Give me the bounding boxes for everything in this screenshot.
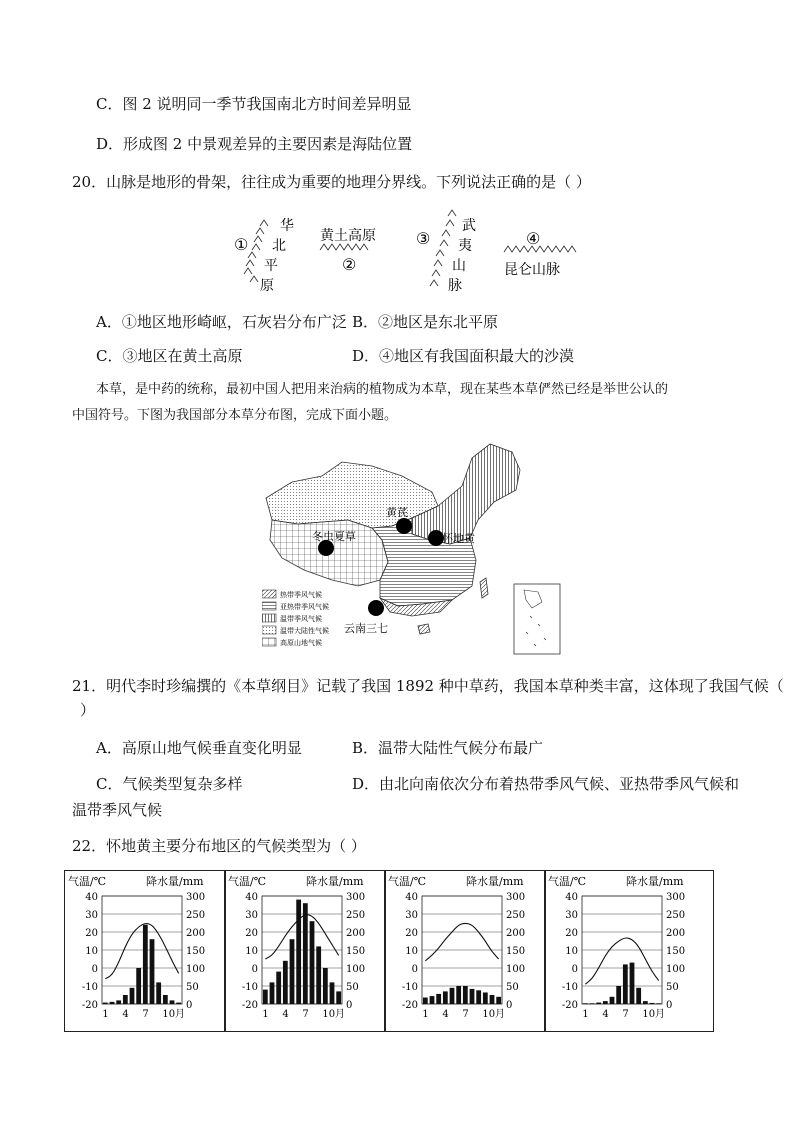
- climate-3-temp-tick: 0: [571, 964, 578, 975]
- climate-0-month-tick: 4: [122, 1009, 129, 1020]
- fig-num-1: ①: [234, 235, 249, 254]
- climate-2-precip-bar: [470, 989, 475, 1004]
- climate-0-precip-bar: [123, 995, 128, 1004]
- climate-0-precip-tick: 200: [186, 928, 206, 939]
- climate-3-precip-tick: 250: [666, 910, 686, 921]
- climate-2-temp-axis-title: 气温/℃: [388, 875, 427, 888]
- climate-3-precip-bar: [623, 964, 628, 1004]
- climate-0-precip-bar: [116, 1000, 121, 1004]
- herb-dot-sanqi: [368, 600, 384, 616]
- climate-2-precip-axis-title: 降水量/mm: [466, 875, 524, 888]
- climate-chart-b: [226, 872, 382, 1030]
- climate-1-precip-tick: 100: [346, 964, 366, 975]
- fig-num-2: ②: [342, 255, 357, 274]
- climate-2-precip-tick: 150: [506, 946, 526, 957]
- legend-item-4: 温带大陆性气候: [280, 627, 329, 635]
- climate-0-precip-bar: [136, 968, 141, 1004]
- climate-chart-d: [546, 872, 702, 1030]
- fig4-label: 昆仑山脉: [504, 262, 560, 278]
- climate-1-precip-bar: [310, 921, 315, 1004]
- q20-option-b: B．②地区是东北平原: [352, 313, 499, 331]
- climate-0-temp-tick: 20: [85, 928, 98, 939]
- climate-3-month-tick: 4: [602, 1009, 609, 1020]
- climate-3-precip-bar: [650, 1003, 655, 1004]
- climate-1-precip-bar: [303, 903, 308, 1004]
- climate-3-precip-bar: [583, 1003, 588, 1004]
- q20-option-c: C．③地区在黄土高原: [96, 347, 243, 365]
- climate-2-temp-curve: [425, 923, 498, 960]
- climate-0-month-tick: 10月: [162, 1009, 186, 1020]
- climate-1-precip-bar: [290, 939, 295, 1004]
- climate-1-precip-tick: 50: [346, 982, 359, 993]
- climate-0-precip-bar: [130, 988, 135, 1004]
- climate-1-precip-tick: 200: [346, 928, 366, 939]
- climate-2-precip-tick: 100: [506, 964, 526, 975]
- climate-0-temp-tick: -10: [81, 982, 98, 993]
- q20-option-a: A．①地区地形崎岖，石灰岩分布广泛: [96, 313, 347, 331]
- climate-3-temp-tick: 40: [565, 892, 578, 903]
- climate-0-temp-tick: 30: [85, 910, 98, 921]
- climate-1-precip-axis-title: 降水量/mm: [306, 875, 364, 888]
- climate-3-precip-bar: [610, 997, 615, 1004]
- fig2-label: 黄土高原: [320, 228, 376, 244]
- climate-2-month-tick: 7: [462, 1009, 469, 1020]
- climate-1-precip-bar: [283, 961, 288, 1004]
- climate-1-temp-tick: 40: [245, 892, 258, 903]
- climate-3-precip-tick: 0: [666, 1000, 673, 1011]
- climate-2-precip-bar: [483, 992, 488, 1004]
- climate-2-temp-tick: -20: [401, 1000, 418, 1011]
- climate-3-month-tick: 1: [582, 1009, 589, 1020]
- climate-1-temp-tick: 30: [245, 910, 258, 921]
- climate-0-temp-tick: 0: [91, 964, 98, 975]
- climate-2-month-tick: 10月: [482, 1009, 506, 1020]
- climate-3-temp-tick: 30: [565, 910, 578, 921]
- climate-3-temp-tick: -10: [561, 982, 578, 993]
- climate-2-precip-tick: 200: [506, 928, 526, 939]
- climate-2-precip-bar: [496, 997, 501, 1004]
- q22-stem: 22．怀地黄主要分布地区的气候类型为（ ）: [72, 837, 366, 855]
- climate-2-temp-tick: 30: [405, 910, 418, 921]
- region-taiwan: [480, 578, 488, 598]
- climate-3-precip-bar: [590, 1003, 595, 1004]
- climate-1-precip-bar: [323, 968, 328, 1004]
- climate-2-temp-tick: 40: [405, 892, 418, 903]
- climate-2-precip-tick: 0: [506, 1000, 513, 1011]
- climate-2-precip-bar: [476, 990, 481, 1004]
- q20-stem: 20．山脉是地形的骨架，往往成为重要的地理分界线。下列说法正确的是（ ）: [72, 173, 591, 191]
- climate-chart-c: [386, 872, 542, 1030]
- legend-item-1: 热带季风气候: [280, 591, 322, 599]
- fig3-char-2: 夷: [458, 238, 472, 254]
- fig1-char-1: 华: [280, 218, 294, 234]
- climate-2-precip-bar: [423, 998, 428, 1004]
- climate-0-temp-tick: -20: [81, 1000, 98, 1011]
- climate-3-month-tick: 7: [622, 1009, 629, 1020]
- herb-dot-huangqi: [396, 518, 412, 534]
- climate-3-precip-bar: [643, 1001, 648, 1004]
- q21-stem-line-1: 21．明代李时珍编撰的《本草纲目》记载了我国 1892 种中草药，我国本草种类丰富，这体现了我国气候（: [72, 677, 784, 695]
- climate-2-precip-tick: 250: [506, 910, 526, 921]
- climate-2-temp-tick: -10: [401, 982, 418, 993]
- climate-3-month-tick: 10月: [642, 1009, 666, 1020]
- climate-0-precip-bar: [163, 995, 168, 1004]
- climate-0-temp-tick: 10: [85, 946, 98, 957]
- climate-0-precip-tick: 50: [186, 982, 199, 993]
- q19-option-c: C．图 2 说明同一季节我国南北方时间差异明显: [96, 95, 412, 113]
- climate-3-temp-tick: 10: [565, 946, 578, 957]
- herb-label-chongcao: 冬虫夏草: [312, 530, 356, 543]
- climate-2-precip-tick: 300: [506, 892, 526, 903]
- climate-1-temp-tick: 10: [245, 946, 258, 957]
- climate-0-precip-tick: 100: [186, 964, 206, 975]
- climate-2-temp-tick: 0: [411, 964, 418, 975]
- q21-option-d-line-2: 温带季风气候: [72, 801, 163, 819]
- climate-1-temp-tick: 20: [245, 928, 258, 939]
- climate-1-temp-tick: -10: [241, 982, 258, 993]
- climate-0-temp-axis-title: 气温/℃: [68, 875, 107, 888]
- fig-num-4: ④: [526, 229, 541, 248]
- climate-2-month-tick: 1: [422, 1009, 429, 1020]
- herb-distribution-map: [262, 440, 574, 668]
- climate-1-month-tick: 7: [302, 1009, 309, 1020]
- climate-0-precip-bar: [150, 939, 155, 1004]
- map-legend: [262, 590, 329, 647]
- legend-item-5: 高原山地气候: [280, 639, 322, 647]
- passage-line-1: 本草，是中药的统称，最初中国人把用来治病的植物成为本草，现在某些本草俨然已经是举世公认的: [96, 382, 669, 397]
- fig1-char-3: 平: [264, 258, 278, 274]
- region-hainan: [418, 624, 430, 634]
- climate-1-precip-bar: [276, 972, 281, 1004]
- climate-3-precip-bar: [596, 1003, 601, 1004]
- climate-2-precip-bar: [430, 996, 435, 1004]
- herb-label-sanqi: 云南三七: [344, 622, 388, 635]
- climate-0-precip-bar: [176, 1003, 181, 1004]
- climate-2-temp-tick: 10: [405, 946, 418, 957]
- climate-2-precip-tick: 50: [506, 982, 519, 993]
- climate-1-precip-tick: 300: [346, 892, 366, 903]
- climate-1-precip-tick: 250: [346, 910, 366, 921]
- climate-3-precip-tick: 150: [666, 946, 686, 957]
- q21-option-b: B．温带大陆性气候分布最广: [352, 739, 544, 757]
- climate-3-temp-axis-title: 气温/℃: [548, 875, 587, 888]
- climate-0-precip-bar: [156, 982, 161, 1004]
- climate-1-precip-bar: [296, 900, 301, 1004]
- climate-2-precip-bar: [456, 986, 461, 1004]
- climate-3-precip-bar: [630, 963, 635, 1004]
- climate-0-precip-tick: 150: [186, 946, 206, 957]
- passage-line-2: 中国符号。下图为我国部分本草分布图，完成下面小题。: [72, 408, 398, 423]
- q21-option-c: C．气候类型复杂多样: [96, 775, 243, 793]
- climate-2-precip-bar: [463, 986, 468, 1004]
- climate-3-temp-curve: [585, 938, 658, 984]
- climate-3-precip-tick: 50: [666, 982, 679, 993]
- climate-1-month-tick: 10月: [322, 1009, 346, 1020]
- fig-num-3: ③: [416, 229, 431, 248]
- q21-option-a: A．高原山地气候垂直变化明显: [96, 739, 302, 757]
- climate-2-month-tick: 4: [442, 1009, 449, 1020]
- south-china-sea-inset: [514, 584, 560, 654]
- mountain-symbol-3: [430, 210, 456, 286]
- climate-0-precip-tick: 300: [186, 892, 206, 903]
- q19-option-d: D．形成图 2 中景观差异的主要因素是海陆位置: [96, 135, 413, 153]
- climate-0-precip-tick: 250: [186, 910, 206, 921]
- climate-1-precip-tick: 0: [346, 1000, 353, 1011]
- climate-1-temp-axis-title: 气温/℃: [228, 875, 267, 888]
- climate-3-precip-bar: [616, 986, 621, 1004]
- climate-1-precip-tick: 150: [346, 946, 366, 957]
- fig3-char-1: 武: [462, 218, 476, 234]
- climate-3-precip-tick: 100: [666, 964, 686, 975]
- climate-0-precip-bar: [170, 1000, 175, 1004]
- climate-1-month-tick: 4: [282, 1009, 289, 1020]
- herb-label-huaidihuang: 怀地黄: [442, 532, 475, 545]
- climate-1-temp-curve: [265, 915, 338, 959]
- climate-chart-a: [66, 872, 222, 1030]
- climate-0-precip-bar: [143, 925, 148, 1004]
- climate-0-precip-bar: [110, 1002, 115, 1004]
- fig1-char-2: 北: [272, 238, 286, 254]
- climate-1-precip-bar: [263, 990, 268, 1004]
- climate-2-precip-bar: [436, 994, 441, 1004]
- climate-1-temp-tick: -20: [241, 1000, 258, 1011]
- q20-option-d: D．④地区有我国面积最大的沙漠: [352, 347, 575, 365]
- climate-0-month-tick: 7: [142, 1009, 149, 1020]
- climate-2-temp-tick: 20: [405, 928, 418, 939]
- legend-item-2: 亚热带季风气候: [280, 603, 329, 611]
- fig1-char-4: 原: [260, 278, 274, 294]
- legend-item-3: 温带季风气候: [280, 615, 322, 623]
- climate-0-precip-bar: [103, 1003, 108, 1004]
- mountain-symbol-2: [320, 244, 368, 250]
- climate-3-precip-bar: [636, 988, 641, 1004]
- climate-0-month-tick: 1: [102, 1009, 109, 1020]
- q21-stem-line-2: ）: [80, 701, 96, 719]
- climate-3-temp-tick: -20: [561, 1000, 578, 1011]
- climate-0-precip-tick: 0: [186, 1000, 193, 1011]
- climate-2-precip-bar: [443, 991, 448, 1004]
- q21-option-d-line-1: D．由北向南依次分布着热带季风气候、亚热带季风气候和: [352, 775, 740, 793]
- climate-3-precip-bar: [656, 1003, 661, 1004]
- climate-3-precip-tick: 200: [666, 928, 686, 939]
- climate-1-temp-tick: 0: [251, 964, 258, 975]
- herb-label-huangqi: 黄芪: [386, 506, 408, 519]
- climate-1-precip-bar: [270, 982, 275, 1004]
- climate-2-precip-bar: [490, 995, 495, 1004]
- climate-3-precip-bar: [603, 1001, 608, 1004]
- climate-1-precip-bar: [330, 982, 335, 1004]
- climate-1-precip-bar: [316, 946, 321, 1004]
- climate-0-temp-tick: 40: [85, 892, 98, 903]
- climate-3-precip-axis-title: 降水量/mm: [626, 875, 684, 888]
- fig3-char-3: 山: [452, 258, 466, 274]
- q20-figure: [228, 208, 588, 298]
- climate-2-precip-bar: [450, 988, 455, 1004]
- climate-3-temp-tick: 20: [565, 928, 578, 939]
- climate-1-month-tick: 1: [262, 1009, 269, 1020]
- climate-0-precip-axis-title: 降水量/mm: [146, 875, 204, 888]
- climate-1-precip-bar: [336, 991, 341, 1004]
- fig3-char-4: 脉: [448, 278, 462, 294]
- climate-3-precip-tick: 300: [666, 892, 686, 903]
